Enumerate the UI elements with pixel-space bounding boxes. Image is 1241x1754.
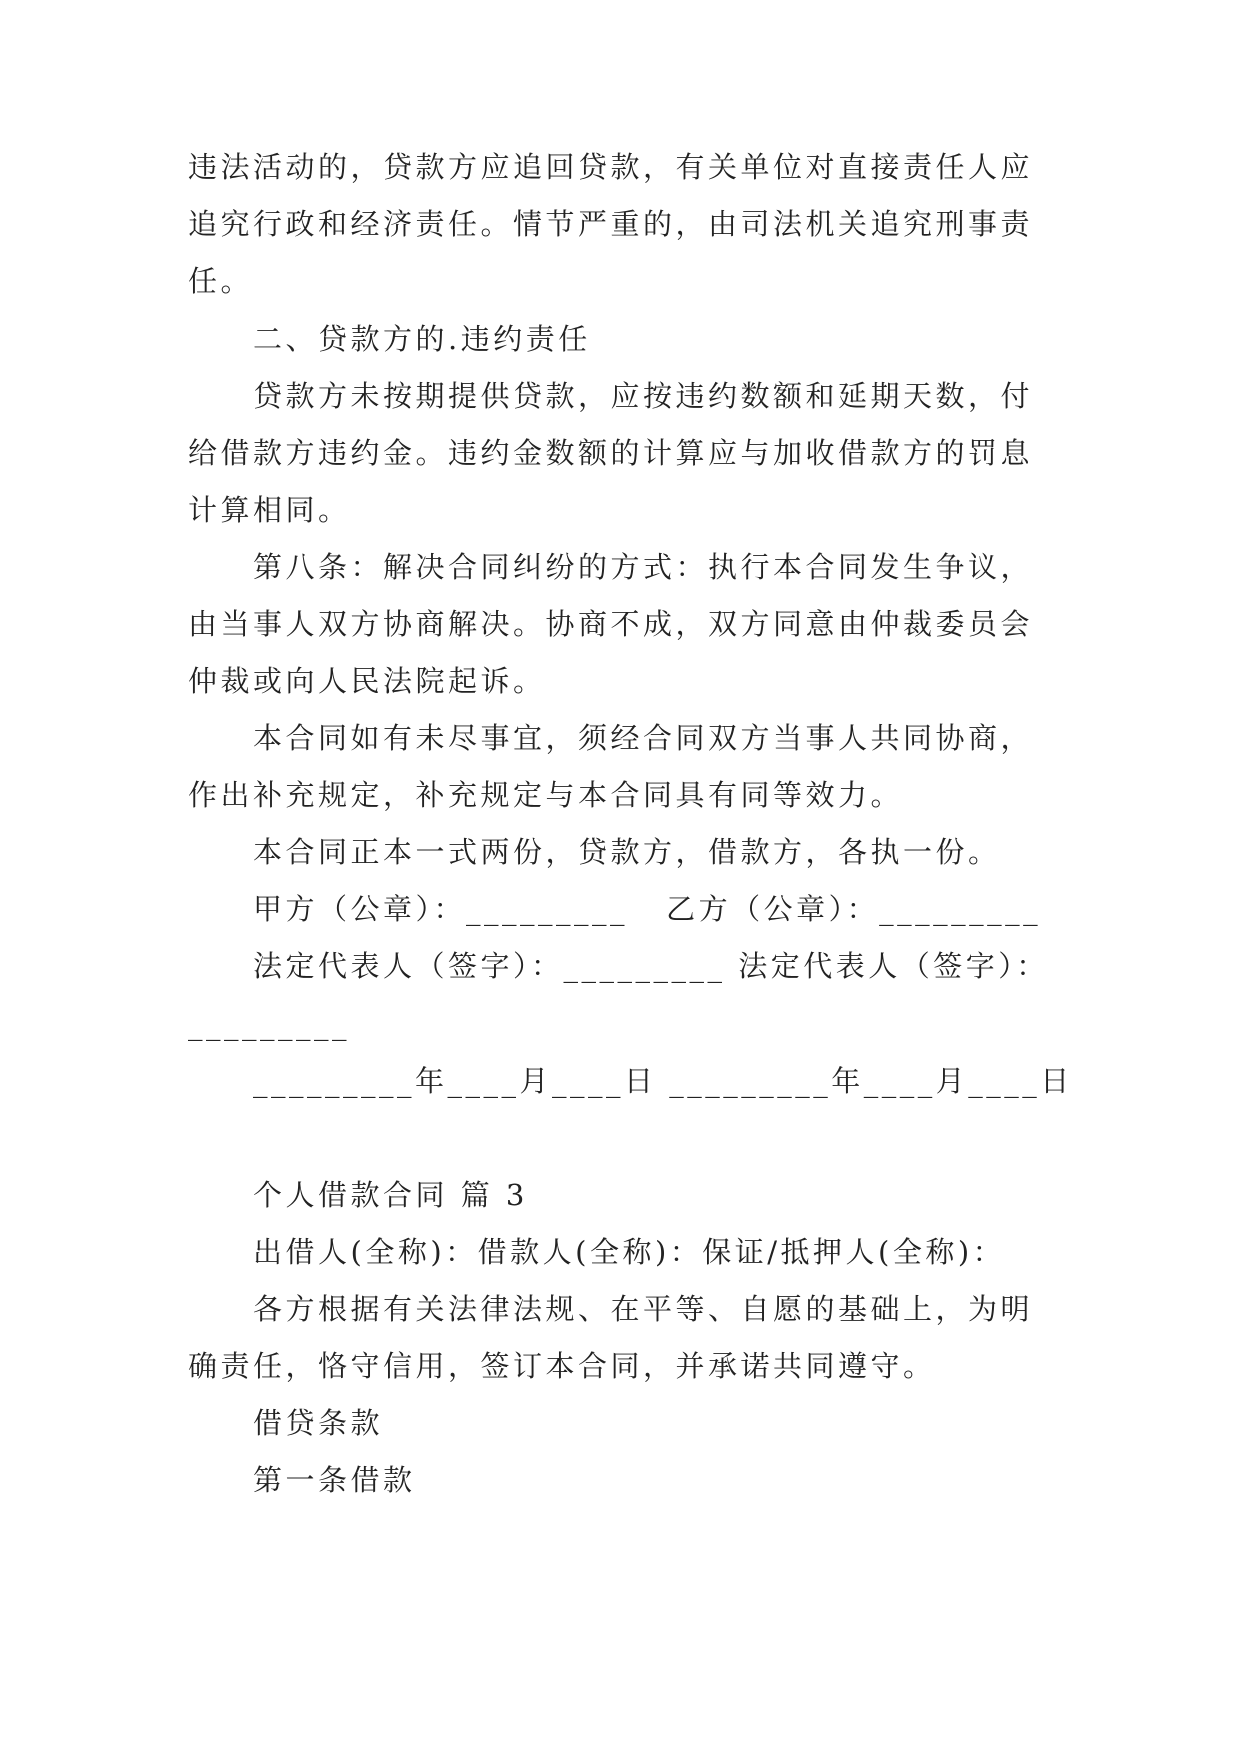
date-line: _________年____月____日 _________年____月____日 (253, 1064, 1073, 1098)
signature-blank: _________ (188, 1007, 350, 1041)
text-line: 由当事人双方协商解决。协商不成，双方同意由仲裁委员会 (188, 607, 1034, 641)
text-line: 确责任，恪守信用，签订本合同，并承诺共同遵守。 (188, 1349, 936, 1383)
text-line: 给借款方违约金。违约金数额的计算应与加收借款方的罚息 (188, 436, 1034, 470)
signature-line-seal: 甲方（公章）：_________ 乙方（公章）：_________ (253, 892, 1042, 926)
signature-line-representative: 法定代表人（签字）：_________ 法定代表人（签字）： (253, 949, 1049, 983)
clause-heading: 借贷条款 (253, 1406, 384, 1440)
text-line: 仲裁或向人民法院起诉。 (188, 664, 546, 698)
text-line: 计算相同。 (188, 493, 351, 527)
text-line: 本合同如有未尽事宜，须经合同双方当事人共同协商， (253, 721, 1034, 755)
text-line: 追究行政和经济责任。情节严重的，由司法机关追究刑事责 (188, 207, 1034, 241)
text-line: 第八条：解决合同纠纷的方式：执行本合同发生争议， (253, 550, 1034, 584)
text-line: 作出补充规定，补充规定与本合同具有同等效力。 (188, 778, 904, 812)
section-title: 个人借款合同 篇 3 (253, 1178, 528, 1212)
text-line: 贷款方未按期提供贷款，应按违约数额和延期天数，付 (253, 379, 1034, 413)
section-heading: 二、贷款方的.违约责任 (253, 322, 591, 356)
text-line: 各方根据有关法律法规、在平等、自愿的基础上，为明 (253, 1292, 1034, 1326)
clause-heading: 第一条借款 (253, 1463, 416, 1497)
parties-line: 出借人(全称)：借款人(全称)：保证/抵押人(全称)： (253, 1235, 1006, 1269)
text-line: 违法活动的，贷款方应追回贷款，有关单位对直接责任人应 (188, 150, 1034, 184)
text-line: 本合同正本一式两份，贷款方，借款方，各执一份。 (253, 835, 1001, 869)
text-line: 任。 (188, 264, 254, 298)
